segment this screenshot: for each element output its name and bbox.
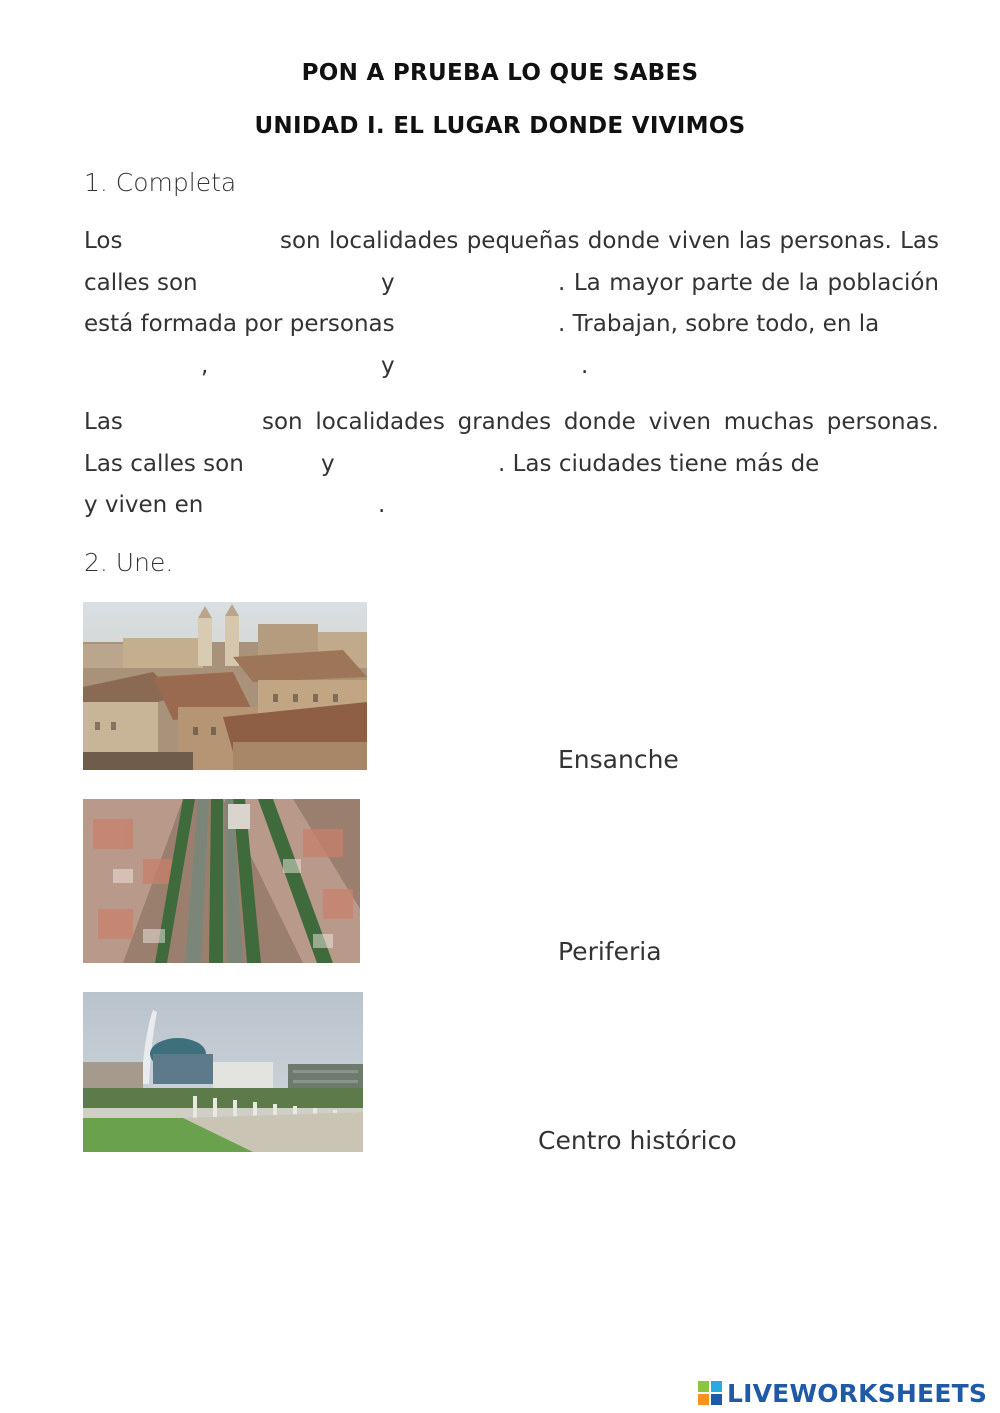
blank-input[interactable] bbox=[84, 350, 203, 386]
p1-text: son localidades pequeñas donde viven las personas. Las bbox=[280, 228, 939, 254]
p1-text: , bbox=[201, 353, 209, 379]
periferia-photo[interactable] bbox=[83, 992, 363, 1152]
liveworksheets-icon bbox=[697, 1380, 723, 1406]
blank-input[interactable] bbox=[818, 448, 942, 484]
p2-text: son localidades grandes donde viven muchas personas. bbox=[262, 409, 939, 435]
blank-input[interactable] bbox=[244, 448, 320, 484]
exercise-1-heading: 1. Completa bbox=[84, 168, 237, 197]
p2-text: Las bbox=[84, 409, 123, 435]
p2-text: . Las ciudades tiene más de bbox=[498, 451, 820, 477]
p1-text: calles son bbox=[84, 270, 198, 296]
historic-centre-photo[interactable] bbox=[83, 602, 367, 770]
p1-text: . bbox=[581, 353, 589, 379]
p2-text: y bbox=[321, 451, 335, 477]
blank-input[interactable] bbox=[340, 448, 499, 484]
blank-input[interactable] bbox=[206, 489, 380, 525]
p1-text: . Trabajan, sobre todo, en la bbox=[558, 311, 880, 337]
label-ensanche[interactable]: Ensanche bbox=[558, 745, 679, 774]
blank-input[interactable] bbox=[402, 308, 558, 344]
blank-input[interactable] bbox=[886, 308, 942, 344]
ensanche-photo[interactable] bbox=[83, 799, 360, 963]
blank-input[interactable] bbox=[400, 267, 559, 303]
blank-input[interactable] bbox=[200, 267, 379, 303]
blank-input[interactable] bbox=[124, 225, 278, 261]
exercise-2-heading: 2. Une. bbox=[84, 548, 174, 577]
blank-input[interactable] bbox=[214, 350, 378, 386]
label-centro-historico[interactable]: Centro histórico bbox=[538, 1126, 737, 1155]
page-title: PON A PRUEBA LO QUE SABES bbox=[301, 60, 699, 86]
p1-text: y bbox=[381, 353, 395, 379]
blank-input[interactable] bbox=[126, 406, 258, 442]
p2-text: y viven en bbox=[84, 492, 204, 518]
liveworksheets-logo bbox=[697, 1376, 987, 1410]
p1-text: y bbox=[381, 270, 395, 296]
p1-text: está formada por personas bbox=[84, 311, 395, 337]
blank-input[interactable] bbox=[400, 350, 582, 386]
liveworksheets-brand: LIVEWORKSHEETS bbox=[727, 1378, 988, 1408]
p1-text: Los bbox=[84, 228, 123, 254]
p1-text: . La mayor parte de la población bbox=[558, 270, 939, 296]
unit-title: UNIDAD I. EL LUGAR DONDE VIVIMOS bbox=[254, 113, 746, 139]
p2-text: . bbox=[378, 492, 386, 518]
label-periferia[interactable]: Periferia bbox=[558, 937, 662, 966]
p2-text: Las calles son bbox=[84, 451, 244, 477]
